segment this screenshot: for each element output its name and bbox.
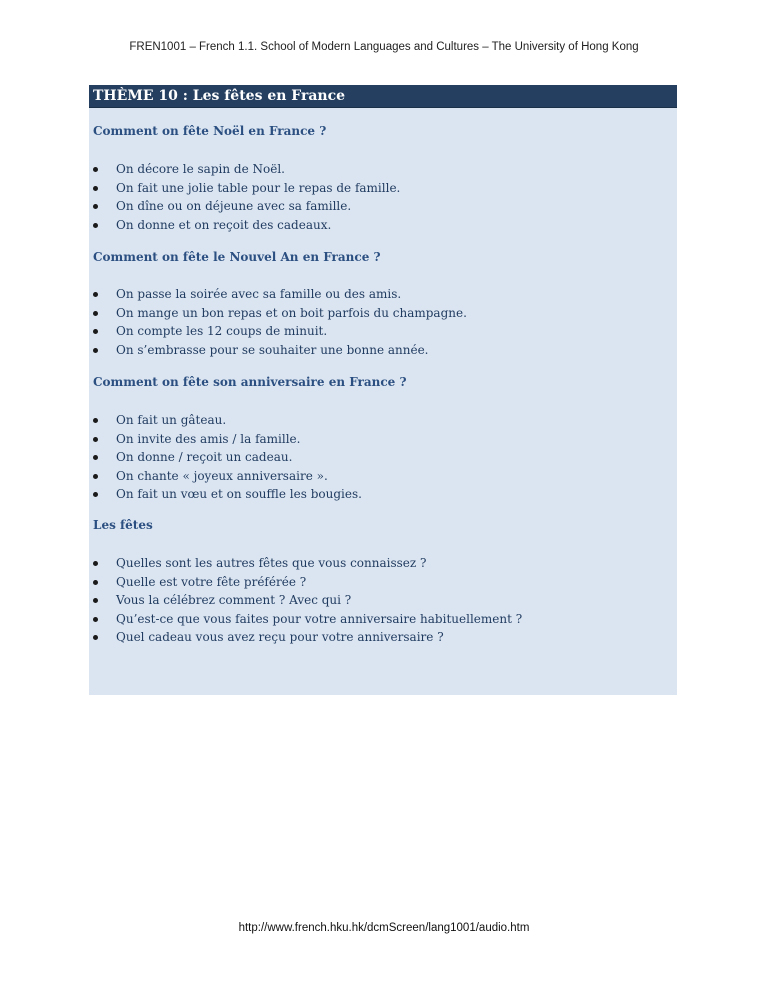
list-item-text: On donne / reçoit un cadeau. bbox=[116, 450, 293, 464]
bullet-icon bbox=[93, 635, 98, 640]
bullet-icon bbox=[93, 348, 98, 353]
bullet-icon bbox=[93, 455, 98, 460]
list-item bbox=[89, 341, 467, 360]
list-item bbox=[89, 285, 467, 304]
theme-title: THÈME 10 : Les fêtes en France bbox=[89, 85, 677, 108]
footer-url[interactable]: http://www.french.hku.hk/dcmScreen/lang1001/audio.htm bbox=[238, 922, 530, 934]
list-item-text: On passe la soirée avec sa famille ou des amis. bbox=[116, 287, 402, 301]
section-heading-nouvel-an: Comment on fête le Nouvel An en France ? bbox=[93, 250, 381, 264]
list-anniversaire bbox=[89, 411, 362, 504]
list-item bbox=[89, 628, 522, 647]
list-item-text: On s’embrasse pour se souhaiter une bonne année. bbox=[116, 342, 429, 357]
list-item bbox=[89, 573, 522, 592]
list-item-text: On invite des amis / la famille. bbox=[116, 431, 301, 446]
list-item-text: On fait une jolie table pour le repas de famille. bbox=[116, 180, 401, 195]
bullet-icon bbox=[93, 167, 98, 172]
list-item bbox=[89, 411, 362, 430]
list-item bbox=[89, 554, 522, 573]
bullet-icon bbox=[93, 186, 98, 191]
list-item-text: On décore le sapin de Noël. bbox=[116, 162, 285, 176]
list-item-text: On dîne ou on déjeune avec sa famille. bbox=[116, 199, 352, 213]
list-item-text: On fait un vœu et on souffle les bougies. bbox=[116, 487, 362, 501]
bullet-icon bbox=[93, 492, 98, 497]
list-item bbox=[89, 467, 362, 486]
list-item-text: On chante « joyeux anniversaire ». bbox=[116, 468, 328, 483]
list-item bbox=[89, 448, 362, 467]
list-les-fetes bbox=[89, 554, 522, 647]
bullet-icon bbox=[93, 204, 98, 209]
bullet-icon bbox=[93, 292, 98, 297]
list-item-text: On mange un bon repas et on boit parfois du champagne. bbox=[116, 305, 467, 320]
bullet-icon bbox=[93, 437, 98, 442]
list-item-text: Quelle est votre fête préférée ? bbox=[116, 574, 307, 589]
bullet-icon bbox=[93, 617, 98, 622]
bullet-icon bbox=[93, 580, 98, 585]
bullet-icon bbox=[93, 311, 98, 316]
section-heading-noel: Comment on fête Noël en France ? bbox=[93, 124, 327, 138]
list-item bbox=[89, 304, 467, 323]
list-item bbox=[89, 322, 467, 341]
list-item-text: On fait un gâteau. bbox=[116, 413, 227, 427]
list-item bbox=[89, 216, 400, 235]
section-heading-les-fetes: Les fêtes bbox=[93, 518, 153, 532]
bullet-icon bbox=[93, 474, 98, 479]
bullet-icon bbox=[93, 418, 98, 423]
list-item bbox=[89, 610, 522, 629]
list-item-text: Vous la célébrez comment ? Avec qui ? bbox=[116, 593, 352, 607]
list-noel bbox=[89, 160, 400, 234]
list-item-text: On donne et on reçoit des cadeaux. bbox=[116, 217, 332, 232]
bullet-icon bbox=[93, 223, 98, 228]
list-item bbox=[89, 160, 400, 179]
bullet-icon bbox=[93, 561, 98, 566]
page-header: FREN1001 – French 1.1. School of Modern Languages and Cultures – The University of Hong Kong bbox=[129, 41, 639, 53]
list-item-text: On compte les 12 coups de minuit. bbox=[116, 324, 328, 338]
list-item bbox=[89, 197, 400, 216]
bullet-icon bbox=[93, 329, 98, 334]
list-item-text: Quelles sont les autres fêtes que vous connaissez ? bbox=[116, 556, 427, 570]
bullet-icon bbox=[93, 598, 98, 603]
list-item-text: Quel cadeau vous avez reçu pour votre anniversaire ? bbox=[116, 630, 444, 644]
list-item bbox=[89, 430, 362, 449]
list-item-text: Qu’est-ce que vous faites pour votre anniversaire habituellement ? bbox=[116, 611, 523, 626]
list-item bbox=[89, 591, 522, 610]
section-heading-anniversaire: Comment on fête son anniversaire en France ? bbox=[93, 375, 407, 389]
list-item bbox=[89, 179, 400, 198]
list-item bbox=[89, 485, 362, 504]
list-nouvel-an bbox=[89, 285, 467, 359]
theme-box bbox=[89, 85, 677, 695]
